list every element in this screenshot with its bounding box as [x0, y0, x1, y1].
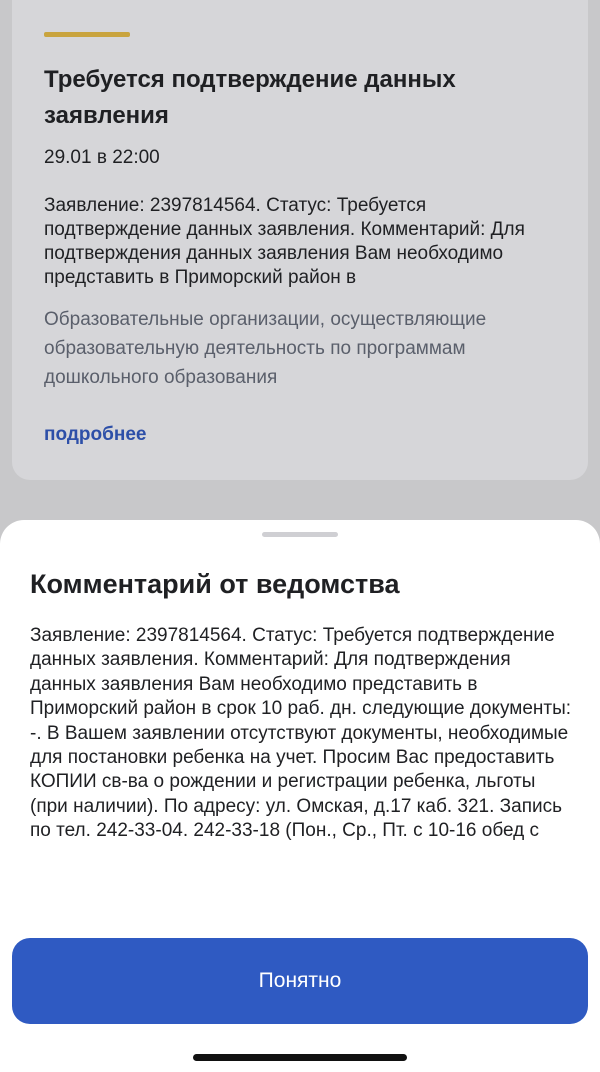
card-organization: Образовательные организации, осуществляющие образовательную деятельность по программам дошкольного образования	[44, 309, 487, 388]
ok-button[interactable]: Понятно	[12, 938, 588, 1024]
home-indicator	[193, 1054, 407, 1061]
sheet-title: Комментарий от ведомства	[30, 569, 400, 599]
card-title: Требуется подтверждение данных заявления	[44, 66, 456, 129]
card-status-text: Заявление: 2397814564. Статус: Требуется подтверждение данных заявления. Комментарий: Для подтверждения данных заявления Вам необходимо представить в Приморский район в	[44, 195, 525, 288]
sheet-comment-text: Заявление: 2397814564. Статус: Требуется подтверждение данных заявления. Комментарий: Для подтверждения данных заявления Вам необходимо представить в Приморский район в срок 10 раб. дн. следующие документы: -. В Вашем заявлении отсутствуют документы, необходимые для постановки ребенка на учет. Просим Вас предоставить КОПИИ св-ва о рождении и регистрации ребенка, льготы (при наличии). По адресу: ул. Омская, д.17 каб. 321. Запись по тел. 242-33-04. 242-33-18 (Пон., Ср., Пт. с 10-16 обед с	[30, 625, 572, 842]
application-card	[12, 0, 588, 480]
status-accent-bar	[44, 32, 130, 37]
more-link[interactable]: подробнее	[44, 424, 147, 445]
sheet-grabber[interactable]	[262, 532, 338, 537]
card-date: 29.01 в 22:00	[44, 147, 160, 168]
comment-bottom-sheet	[0, 520, 600, 1072]
